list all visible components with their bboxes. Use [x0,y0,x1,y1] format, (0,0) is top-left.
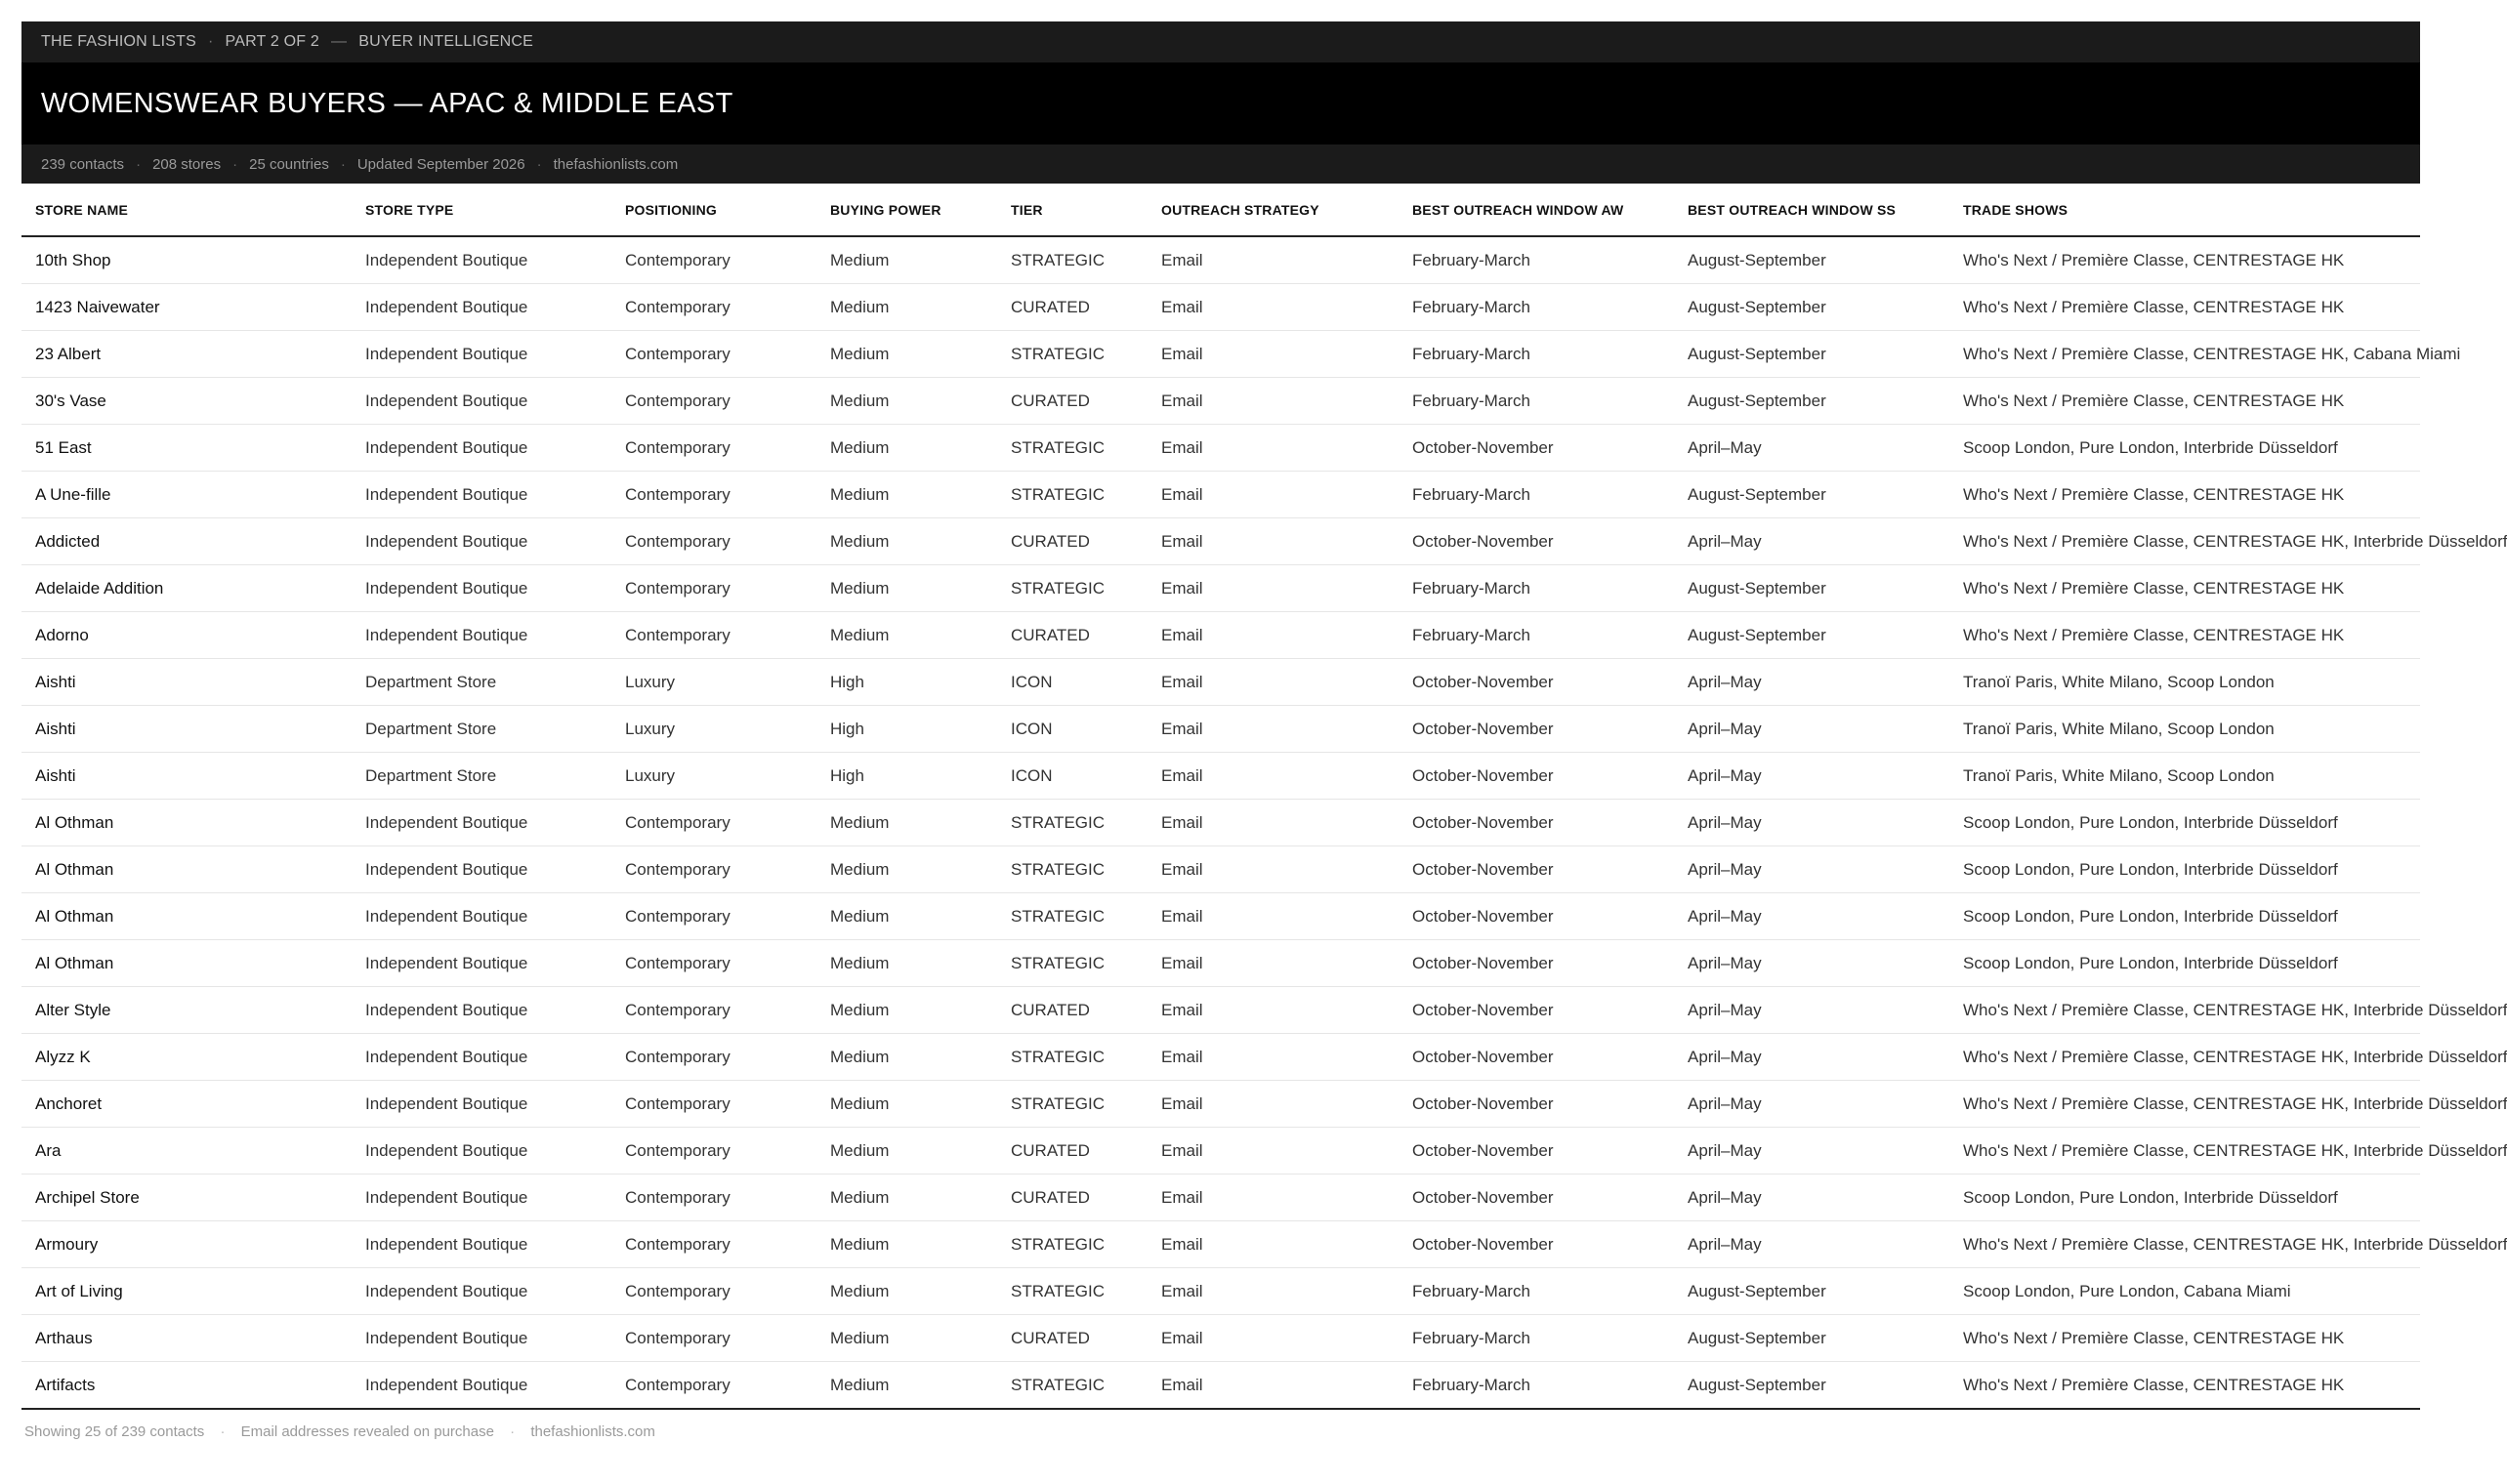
table-row [21,236,2420,284]
table-header-row [21,184,2420,236]
table-row [21,659,2420,706]
table-row [21,612,2420,659]
stores-count: 208 stores [152,155,222,173]
cell-outreach-window-ss: April–May [1674,1175,1949,1221]
cell-outreach-window-ss: April–May [1674,518,1949,565]
cell-outreach-strategy: Email [1148,1315,1399,1362]
cell-store-name: Aishti [21,753,352,800]
cell-outreach-window-ss: April–May [1674,1034,1949,1081]
cell-outreach-strategy: Email [1148,659,1399,706]
cell-positioning: Contemporary [611,846,816,893]
cell-store-type: Independent Boutique [352,331,611,378]
cell-outreach-window-aw: October-November [1399,1128,1674,1175]
updated-date: Updated September 2026 [356,155,525,173]
section-label: BUYER INTELLIGENCE [358,33,533,50]
cell-positioning: Contemporary [611,331,816,378]
cell-store-type: Department Store [352,706,611,753]
cell-outreach-strategy: Email [1148,987,1399,1034]
cell-outreach-strategy: Email [1148,565,1399,612]
cell-outreach-strategy: Email [1148,940,1399,987]
site-url: thefashionlists.com [553,155,679,173]
cell-outreach-window-ss: August-September [1674,284,1949,331]
cell-trade-shows: Who's Next / Première Classe, CENTRESTAGE HK, Interbride Düsseldorf [1949,1221,2420,1268]
page-title: WOMENSWEAR BUYERS — APAC & MIDDLE EAST [41,87,733,119]
cell-positioning: Contemporary [611,987,816,1034]
cell-buying-power: Medium [816,1128,997,1175]
cell-trade-shows: Who's Next / Première Classe, CENTRESTAGE HK [1949,565,2420,612]
column-header-positioning: POSITIONING [611,184,816,236]
cell-store-name: Aishti [21,706,352,753]
cell-outreach-window-aw: October-November [1399,425,1674,472]
cell-tier: CURATED [997,378,1148,425]
cell-trade-shows: Tranoï Paris, White Milano, Scoop London [1949,659,2420,706]
cell-store-type: Independent Boutique [352,1128,611,1175]
cell-outreach-window-aw: February-March [1399,612,1674,659]
cell-outreach-strategy: Email [1148,1034,1399,1081]
cell-outreach-window-aw: October-November [1399,987,1674,1034]
cell-tier: STRATEGIC [997,800,1148,846]
column-header-outreach-window-ss: BEST OUTREACH WINDOW SS [1674,184,1949,236]
cell-store-type: Independent Boutique [352,565,611,612]
cell-buying-power: Medium [816,284,997,331]
cell-buying-power: Medium [816,472,997,518]
cell-trade-shows: Who's Next / Première Classe, CENTRESTAGE HK [1949,378,2420,425]
separator-dot: · [220,1423,226,1440]
cell-store-type: Independent Boutique [352,425,611,472]
cell-outreach-window-aw: October-November [1399,940,1674,987]
cell-outreach-strategy: Email [1148,800,1399,846]
cell-outreach-strategy: Email [1148,612,1399,659]
cell-outreach-window-ss: April–May [1674,706,1949,753]
cell-outreach-strategy: Email [1148,331,1399,378]
cell-outreach-strategy: Email [1148,846,1399,893]
footer-site-url: thefashionlists.com [530,1423,655,1440]
cell-trade-shows: Who's Next / Première Classe, CENTRESTAGE HK, Interbride Düsseldorf [1949,1128,2420,1175]
table-row [21,846,2420,893]
table-row [21,472,2420,518]
table-body [21,236,2507,1409]
cell-positioning: Contemporary [611,378,816,425]
cell-trade-shows: Who's Next / Première Classe, CENTRESTAGE HK [1949,612,2420,659]
cell-trade-shows: Who's Next / Première Classe, CENTRESTAGE HK, Interbride Düsseldorf [1949,1034,2420,1081]
buyers-table [21,184,2507,1410]
table-row [21,565,2420,612]
cell-outreach-strategy: Email [1148,753,1399,800]
cell-outreach-strategy: Email [1148,1081,1399,1128]
cell-buying-power: Medium [816,800,997,846]
table-row [21,940,2420,987]
meta-bar [21,144,2420,184]
footer [21,1423,2420,1440]
cell-store-name: Alter Style [21,987,352,1034]
cell-store-name: Artifacts [21,1362,352,1410]
cell-tier: STRATEGIC [997,236,1148,284]
cell-outreach-window-ss: August-September [1674,472,1949,518]
cell-buying-power: Medium [816,518,997,565]
cell-outreach-strategy: Email [1148,1268,1399,1315]
cell-trade-shows: Scoop London, Pure London, Interbride Düsseldorf [1949,1175,2420,1221]
cell-tier: STRATEGIC [997,425,1148,472]
cell-tier: STRATEGIC [997,1034,1148,1081]
cell-outreach-window-aw: October-November [1399,518,1674,565]
cell-positioning: Contemporary [611,284,816,331]
cell-outreach-window-aw: February-March [1399,1315,1674,1362]
cell-tier: ICON [997,659,1148,706]
cell-outreach-window-aw: October-November [1399,893,1674,940]
table-row [21,1128,2420,1175]
purchase-note: Email addresses revealed on purchase [240,1423,494,1440]
cell-outreach-window-aw: October-November [1399,800,1674,846]
cell-outreach-window-aw: February-March [1399,565,1674,612]
cell-outreach-window-aw: February-March [1399,472,1674,518]
cell-store-name: Al Othman [21,893,352,940]
cell-buying-power: Medium [816,1081,997,1128]
cell-positioning: Contemporary [611,425,816,472]
separator-dash: — [331,33,348,50]
cell-positioning: Luxury [611,753,816,800]
cell-tier: STRATEGIC [997,565,1148,612]
cell-buying-power: Medium [816,893,997,940]
cell-outreach-strategy: Email [1148,706,1399,753]
cell-outreach-window-aw: October-November [1399,659,1674,706]
cell-trade-shows: Who's Next / Première Classe, CENTRESTAGE HK [1949,472,2420,518]
cell-tier: CURATED [997,612,1148,659]
cell-trade-shows: Scoop London, Pure London, Interbride Düsseldorf [1949,940,2420,987]
cell-trade-shows: Who's Next / Première Classe, CENTRESTAGE HK [1949,284,2420,331]
separator-dot: · [136,155,142,173]
table-row [21,706,2420,753]
cell-store-type: Independent Boutique [352,378,611,425]
cell-outreach-window-ss: August-September [1674,1362,1949,1410]
cell-positioning: Contemporary [611,1081,816,1128]
cell-store-name: 51 East [21,425,352,472]
separator-dot: · [208,33,214,50]
cell-outreach-window-ss: April–May [1674,1081,1949,1128]
cell-buying-power: Medium [816,331,997,378]
cell-outreach-window-ss: April–May [1674,940,1949,987]
cell-tier: STRATEGIC [997,1362,1148,1410]
cell-store-type: Department Store [352,659,611,706]
cell-trade-shows: Who's Next / Première Classe, CENTRESTAGE HK [1949,236,2420,284]
cell-tier: STRATEGIC [997,846,1148,893]
cell-outreach-strategy: Email [1148,1175,1399,1221]
cell-buying-power: High [816,706,997,753]
cell-store-name: Al Othman [21,940,352,987]
cell-positioning: Contemporary [611,472,816,518]
table-row [21,1362,2420,1410]
cell-positioning: Contemporary [611,800,816,846]
cell-outreach-strategy: Email [1148,518,1399,565]
cell-store-type: Independent Boutique [352,800,611,846]
table-row [21,284,2420,331]
column-header-buying-power: BUYING POWER [816,184,997,236]
cell-positioning: Contemporary [611,940,816,987]
column-header-outreach-strategy: OUTREACH STRATEGY [1148,184,1399,236]
document-frame [21,21,2507,1440]
cell-tier: CURATED [997,1315,1148,1362]
cell-tier: ICON [997,706,1148,753]
cell-outreach-strategy: Email [1148,284,1399,331]
cell-outreach-window-aw: October-November [1399,1081,1674,1128]
cell-buying-power: High [816,753,997,800]
cell-outreach-window-ss: April–May [1674,1128,1949,1175]
cell-positioning: Contemporary [611,518,816,565]
column-header-trade-shows: TRADE SHOWS [1949,184,2420,236]
cell-outreach-window-ss: April–May [1674,659,1949,706]
cell-outreach-strategy: Email [1148,893,1399,940]
cell-store-name: Alyzz K [21,1034,352,1081]
table-row [21,1034,2420,1081]
cell-store-type: Independent Boutique [352,1175,611,1221]
cell-outreach-window-aw: October-November [1399,846,1674,893]
separator-dot: · [232,155,238,173]
cell-positioning: Contemporary [611,1175,816,1221]
table-row [21,893,2420,940]
cell-positioning: Contemporary [611,236,816,284]
cell-store-name: Armoury [21,1221,352,1268]
cell-outreach-strategy: Email [1148,1221,1399,1268]
cell-outreach-window-aw: October-November [1399,1175,1674,1221]
cell-outreach-window-ss: August-September [1674,236,1949,284]
cell-buying-power: Medium [816,846,997,893]
cell-store-type: Independent Boutique [352,1081,611,1128]
cell-outreach-window-aw: October-November [1399,1034,1674,1081]
cell-outreach-window-ss: August-September [1674,378,1949,425]
table-row [21,800,2420,846]
cell-store-type: Independent Boutique [352,1268,611,1315]
cell-outreach-window-ss: April–May [1674,800,1949,846]
cell-store-type: Independent Boutique [352,846,611,893]
cell-outreach-window-ss: April–May [1674,753,1949,800]
cell-store-name: Addicted [21,518,352,565]
table-row [21,518,2420,565]
cell-store-type: Independent Boutique [352,1362,611,1410]
cell-positioning: Contemporary [611,1362,816,1410]
cell-buying-power: Medium [816,425,997,472]
cell-store-type: Independent Boutique [352,284,611,331]
cell-outreach-strategy: Email [1148,472,1399,518]
table-row [21,331,2420,378]
cell-store-name: 1423 Naivewater [21,284,352,331]
cell-trade-shows: Scoop London, Pure London, Interbride Düsseldorf [1949,893,2420,940]
cell-store-type: Independent Boutique [352,236,611,284]
cell-outreach-window-aw: October-November [1399,753,1674,800]
cell-outreach-window-aw: February-March [1399,1362,1674,1410]
column-header-tier: TIER [997,184,1148,236]
cell-trade-shows: Who's Next / Première Classe, CENTRESTAGE HK [1949,1362,2420,1410]
cell-trade-shows: Scoop London, Pure London, Interbride Düsseldorf [1949,425,2420,472]
cell-trade-shows: Scoop London, Pure London, Cabana Miami [1949,1268,2420,1315]
cell-outreach-window-aw: February-March [1399,378,1674,425]
cell-store-name: Anchoret [21,1081,352,1128]
cell-buying-power: Medium [816,1315,997,1362]
cell-tier: CURATED [997,1175,1148,1221]
cell-positioning: Contemporary [611,612,816,659]
cell-trade-shows: Scoop London, Pure London, Interbride Düsseldorf [1949,800,2420,846]
cell-outreach-strategy: Email [1148,1128,1399,1175]
cell-buying-power: Medium [816,236,997,284]
part-label: PART 2 OF 2 [225,33,319,50]
separator-dot: · [340,155,346,173]
table-row [21,987,2420,1034]
cell-buying-power: Medium [816,565,997,612]
cell-tier: STRATEGIC [997,472,1148,518]
cell-outreach-window-ss: April–May [1674,425,1949,472]
cell-store-name: Arthaus [21,1315,352,1362]
cell-buying-power: Medium [816,1034,997,1081]
cell-store-type: Independent Boutique [352,1034,611,1081]
cell-store-name: Ara [21,1128,352,1175]
cell-outreach-window-aw: February-March [1399,1268,1674,1315]
top-bar [21,21,2420,62]
column-header-outreach-window-aw: BEST OUTREACH WINDOW AW [1399,184,1674,236]
cell-trade-shows: Who's Next / Première Classe, CENTRESTAGE HK, Interbride Düsseldorf [1949,987,2420,1034]
table-row [21,425,2420,472]
cell-store-name: A Une-fille [21,472,352,518]
cell-store-name: Al Othman [21,846,352,893]
cell-outreach-window-ss: August-September [1674,1315,1949,1362]
cell-tier: STRATEGIC [997,893,1148,940]
cell-positioning: Contemporary [611,1268,816,1315]
cell-outreach-window-ss: August-September [1674,565,1949,612]
cell-outreach-window-ss: August-September [1674,1268,1949,1315]
cell-store-name: Archipel Store [21,1175,352,1221]
cell-outreach-strategy: Email [1148,1362,1399,1410]
cell-trade-shows: Who's Next / Première Classe, CENTRESTAGE HK, Interbride Düsseldorf [1949,518,2420,565]
table-row [21,1268,2420,1315]
title-bar [21,62,2420,144]
cell-outreach-window-ss: April–May [1674,893,1949,940]
cell-tier: STRATEGIC [997,940,1148,987]
cell-buying-power: Medium [816,612,997,659]
cell-positioning: Luxury [611,659,816,706]
cell-store-type: Independent Boutique [352,1221,611,1268]
cell-store-name: Art of Living [21,1268,352,1315]
cell-tier: STRATEGIC [997,1081,1148,1128]
cell-trade-shows: Who's Next / Première Classe, CENTRESTAGE HK [1949,1315,2420,1362]
cell-buying-power: Medium [816,378,997,425]
cell-positioning: Contemporary [611,565,816,612]
separator-dot: · [510,1423,516,1440]
cell-tier: STRATEGIC [997,1268,1148,1315]
table-row [21,1315,2420,1362]
cell-buying-power: Medium [816,940,997,987]
cell-store-name: Aishti [21,659,352,706]
cell-outreach-strategy: Email [1148,236,1399,284]
cell-positioning: Luxury [611,706,816,753]
cell-trade-shows: Tranoï Paris, White Milano, Scoop London [1949,753,2420,800]
cell-store-name: 23 Albert [21,331,352,378]
cell-trade-shows: Scoop London, Pure London, Interbride Düsseldorf [1949,846,2420,893]
cell-buying-power: Medium [816,1268,997,1315]
cell-outreach-window-ss: April–May [1674,1221,1949,1268]
cell-buying-power: Medium [816,1175,997,1221]
cell-tier: CURATED [997,284,1148,331]
table-row [21,1221,2420,1268]
cell-trade-shows: Who's Next / Première Classe, CENTRESTAGE HK, Interbride Düsseldorf [1949,1081,2420,1128]
cell-trade-shows: Who's Next / Première Classe, CENTRESTAGE HK, Cabana Miami [1949,331,2420,378]
cell-store-type: Independent Boutique [352,940,611,987]
cell-store-type: Independent Boutique [352,518,611,565]
cell-store-type: Independent Boutique [352,612,611,659]
cell-store-type: Independent Boutique [352,472,611,518]
showing-count: Showing 25 of 239 contacts [24,1423,205,1440]
cell-trade-shows: Tranoï Paris, White Milano, Scoop London [1949,706,2420,753]
cell-tier: ICON [997,753,1148,800]
cell-store-type: Independent Boutique [352,1315,611,1362]
cell-outreach-window-aw: February-March [1399,284,1674,331]
cell-buying-power: Medium [816,1362,997,1410]
table-row [21,1175,2420,1221]
cell-store-name: Adelaide Addition [21,565,352,612]
cell-tier: STRATEGIC [997,1221,1148,1268]
cell-store-name: 30's Vase [21,378,352,425]
column-header-store-name: STORE NAME [21,184,352,236]
cell-store-type: Independent Boutique [352,987,611,1034]
cell-store-name: 10th Shop [21,236,352,284]
cell-buying-power: High [816,659,997,706]
contacts-count: 239 contacts [41,155,125,173]
cell-positioning: Contemporary [611,1128,816,1175]
separator-dot: · [536,155,542,173]
cell-outreach-window-aw: October-November [1399,1221,1674,1268]
cell-buying-power: Medium [816,1221,997,1268]
cell-buying-power: Medium [816,987,997,1034]
cell-outreach-strategy: Email [1148,378,1399,425]
cell-tier: CURATED [997,518,1148,565]
cell-positioning: Contemporary [611,1315,816,1362]
table-row [21,1081,2420,1128]
cell-tier: CURATED [997,987,1148,1034]
cell-outreach-strategy: Email [1148,425,1399,472]
cell-tier: STRATEGIC [997,331,1148,378]
cell-outreach-window-ss: April–May [1674,987,1949,1034]
cell-positioning: Contemporary [611,893,816,940]
cell-outreach-window-ss: August-September [1674,612,1949,659]
cell-store-name: Adorno [21,612,352,659]
cell-outreach-window-aw: October-November [1399,706,1674,753]
cell-outreach-window-ss: August-September [1674,331,1949,378]
cell-outreach-window-aw: February-March [1399,331,1674,378]
cell-store-type: Independent Boutique [352,893,611,940]
cell-tier: CURATED [997,1128,1148,1175]
cell-outreach-window-aw: February-March [1399,236,1674,284]
table-row [21,378,2420,425]
table-row [21,753,2420,800]
countries-count: 25 countries [249,155,329,173]
cell-store-type: Department Store [352,753,611,800]
brand-label: THE FASHION LISTS [41,33,196,50]
column-header-store-type: STORE TYPE [352,184,611,236]
cell-positioning: Contemporary [611,1221,816,1268]
cell-store-name: Al Othman [21,800,352,846]
cell-positioning: Contemporary [611,1034,816,1081]
cell-outreach-window-ss: April–May [1674,846,1949,893]
